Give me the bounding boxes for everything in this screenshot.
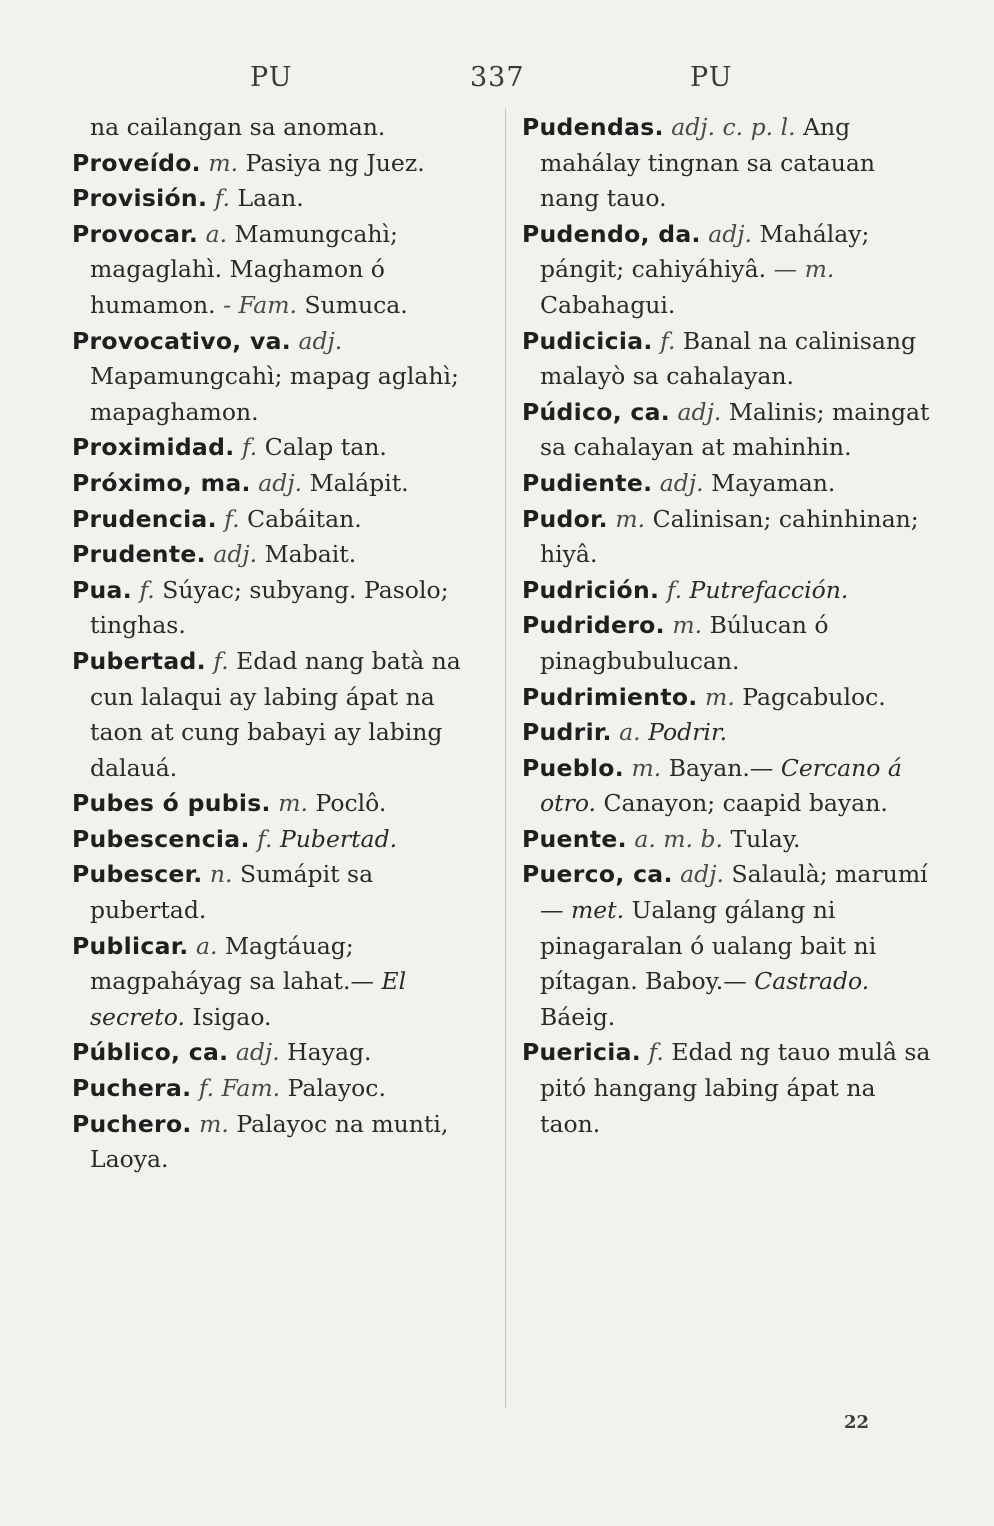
running-head-left: PU — [250, 62, 293, 93]
left-column — [72, 110, 492, 1178]
headword: Puchera. — [72, 1074, 192, 1103]
definition: Mamungcahì; magaglahì. Maghamon ó humamon. — [90, 219, 398, 319]
dictionary-entry — [522, 324, 940, 395]
dictionary-entry — [72, 430, 492, 466]
cross-reference: Putrefacción. — [689, 575, 849, 604]
page-header — [0, 62, 994, 102]
grammar-abbreviation: a. — [196, 931, 218, 960]
definition: Sumápit sa pubertad. — [90, 860, 374, 925]
definition: Cabáitan. — [247, 504, 362, 533]
dictionary-entry — [72, 502, 492, 538]
headword: Púdico, ca. — [522, 397, 671, 426]
dictionary-entry — [522, 466, 940, 502]
dictionary-entry — [72, 217, 492, 324]
dictionary-entry — [522, 217, 940, 324]
right-column — [522, 110, 940, 1142]
definition: Tulay. — [730, 824, 801, 853]
headword: Pubescencia. — [72, 824, 250, 853]
headword: Publicar. — [72, 931, 189, 960]
headword: Puente. — [522, 824, 627, 853]
definition: Pasiya ng Juez. — [245, 148, 425, 177]
definition: Isigao. — [192, 1002, 272, 1031]
definition: Poclô. — [315, 789, 387, 818]
headword: Provocar. — [72, 219, 199, 248]
headword: Pudiente. — [522, 468, 653, 497]
cross-reference: Pubertad. — [279, 824, 398, 853]
headword: Prudencia. — [72, 504, 217, 533]
definition: Magtáuag; magpaháyag sa lahat.— — [90, 931, 374, 996]
grammar-abbreviation: adj. c. p. l. — [671, 113, 796, 141]
definition: Calinisan; cahinhinan; hiyâ. — [540, 504, 919, 569]
dictionary-entry — [522, 573, 940, 609]
grammar-abbreviation: adj. — [213, 540, 258, 569]
dictionary-entry — [522, 822, 940, 858]
grammar-abbreviation: m. — [199, 1109, 229, 1138]
grammar-abbreviation: adj. — [258, 468, 303, 497]
dictionary-entry — [522, 680, 940, 716]
grammar-abbreviation: n. — [209, 860, 233, 889]
headword: Pueblo. — [522, 753, 624, 782]
definition: Hayag. — [287, 1038, 372, 1067]
definition: Laan. — [237, 184, 304, 213]
dictionary-entry — [72, 1107, 492, 1178]
dictionary-entry — [72, 466, 492, 502]
headword: Pudicicia. — [522, 326, 653, 355]
dictionary-entry — [72, 181, 492, 217]
grammar-abbreviation: adj. — [680, 860, 724, 889]
grammar-abbreviation: — m. — [773, 255, 835, 284]
grammar-abbreviation: f. — [648, 1038, 664, 1067]
definition: Palayoc. — [287, 1074, 386, 1103]
grammar-abbreviation: adj. — [235, 1038, 280, 1067]
headword: Puericia. — [522, 1038, 642, 1067]
headword: Pubes ó pubis. — [72, 789, 271, 818]
grammar-abbreviation: m. — [705, 682, 735, 711]
definition: Mabait. — [264, 540, 357, 569]
dictionary-entry — [72, 110, 492, 146]
grammar-abbreviation: m. — [208, 148, 239, 177]
definition: Edad nang batà na cun lalaqui ay labing ápat na taon at cung babayi ay labing dalauá. — [90, 646, 461, 782]
dictionary-entry — [522, 608, 940, 679]
definition: Súyac; subyang. Pasolo; tinghas. — [90, 575, 449, 640]
dictionary-entry — [72, 324, 492, 431]
definition: Malápit. — [309, 468, 409, 497]
grammar-abbreviation: f. — [139, 575, 155, 604]
definition: Ualang gálang ni pinagaralan ó ualang bait ni pítagan. Baboy.— — [540, 896, 877, 996]
definition: Búlucan ó pinagbubulucan. — [540, 611, 829, 675]
dictionary-entry — [522, 110, 940, 217]
cross-reference: Podrir. — [648, 718, 728, 747]
signature-mark: 22 — [844, 1412, 870, 1433]
dictionary-entry — [72, 146, 492, 182]
definition: Palayoc na munti, Laoya. — [90, 1109, 449, 1174]
grammar-abbreviation: a. — [619, 718, 641, 747]
headword: Prudente. — [72, 540, 206, 569]
definition: na cailangan sa anoman. — [90, 113, 386, 141]
headword: Próximo, ma. — [72, 468, 251, 497]
definition: Báeig. — [540, 1002, 616, 1031]
grammar-abbreviation: f. Fam. — [198, 1074, 281, 1103]
grammar-abbreviation: f. — [214, 184, 231, 213]
headword: Pudor. — [522, 504, 608, 533]
headword: Pubescer. — [72, 860, 203, 889]
definition: Cabahagui. — [540, 290, 676, 319]
headword: Pua. — [72, 575, 132, 604]
grammar-abbreviation: adj. — [659, 468, 704, 497]
dictionary-entry — [72, 537, 492, 573]
dictionary-entry — [72, 822, 492, 858]
dictionary-entry — [72, 1071, 492, 1107]
cross-reference: Castrado. — [754, 967, 870, 996]
grammar-abbreviation: adj. — [298, 326, 343, 355]
definition: Pagcabuloc. — [742, 682, 886, 711]
dictionary-entry — [522, 715, 940, 751]
cross-reference: El secreto. — [90, 967, 407, 1031]
dictionary-entry — [522, 857, 940, 1035]
definition: Mapamungcahì; mapag aglahì; mapaghamon. — [90, 362, 459, 426]
dictionary-entry — [522, 751, 940, 822]
definition: Mahálay; pángit; cahiyáhiyâ. — [540, 219, 870, 284]
definition: Canayon; caapid bayan. — [603, 789, 888, 818]
dictionary-entry — [72, 857, 492, 928]
definition: Salaulà; marumí — — [540, 860, 928, 925]
grammar-abbreviation: adj. — [708, 219, 753, 248]
grammar-abbreviation: m. — [631, 753, 662, 782]
dictionary-entry — [522, 395, 940, 466]
grammar-abbreviation: f. — [213, 646, 229, 675]
grammar-abbreviation: f. — [257, 824, 273, 853]
dictionary-entry — [522, 1035, 940, 1142]
grammar-abbreviation: f. — [666, 575, 683, 604]
running-head-right: PU — [690, 62, 733, 93]
definition: Banal na calinisang malayò sa cahalayan. — [540, 326, 917, 391]
grammar-abbreviation: m. — [672, 611, 703, 640]
definition: Mayaman. — [711, 468, 836, 497]
headword: Pudrir. — [522, 718, 612, 747]
dictionary-entry — [72, 786, 492, 822]
definition: Sumuca. — [304, 290, 408, 319]
headword: Provisión. — [72, 184, 208, 213]
headword: Público, ca. — [72, 1038, 229, 1067]
grammar-abbreviation: f. — [241, 433, 258, 462]
dictionary-entry — [72, 644, 492, 786]
headword: Pubertad. — [72, 646, 206, 675]
grammar-abbreviation: a. — [205, 219, 228, 248]
cross-reference: Cercano á otro. — [540, 753, 902, 818]
headword: Proveído. — [72, 148, 201, 177]
grammar-abbreviation: a. m. b. — [634, 824, 723, 853]
definition: Ang mahálay tingnan sa catauan nang tauo. — [540, 113, 876, 213]
dictionary-entry — [72, 1035, 492, 1071]
headword: Pudrimiento. — [522, 682, 698, 711]
headword: Pudrición. — [522, 575, 660, 604]
definition: Malinis; maingat sa cahalayan at mahinhin. — [540, 397, 930, 462]
dictionary-entry — [72, 929, 492, 1036]
grammar-abbreviation: m. — [615, 504, 646, 533]
definition: Edad ng tauo mulâ sa pitó hangang labing ápat na taon. — [540, 1038, 931, 1138]
headword: Puerco, ca. — [522, 860, 673, 889]
grammar-abbreviation: m. — [278, 789, 309, 818]
dictionary-entry — [72, 573, 492, 644]
headword: Pudridero. — [522, 611, 665, 640]
grammar-abbreviation: f. — [660, 326, 676, 355]
cross-reference: met. — [570, 896, 625, 925]
headword: Provocativo, va. — [72, 326, 291, 355]
grammar-abbreviation: - Fam. — [223, 290, 297, 319]
definition: Bayan.— — [668, 753, 774, 782]
grammar-abbreviation: f. — [224, 504, 240, 533]
grammar-abbreviation: adj. — [677, 397, 722, 426]
page-number: 337 — [470, 62, 525, 93]
column-divider — [505, 108, 506, 1408]
definition: Calap tan. — [264, 433, 387, 462]
headword: Pudendas. — [522, 113, 664, 141]
dictionary-entry — [522, 502, 940, 573]
headword: Proximidad. — [72, 433, 235, 462]
headword: Puchero. — [72, 1109, 192, 1138]
headword: Pudendo, da. — [522, 219, 701, 248]
